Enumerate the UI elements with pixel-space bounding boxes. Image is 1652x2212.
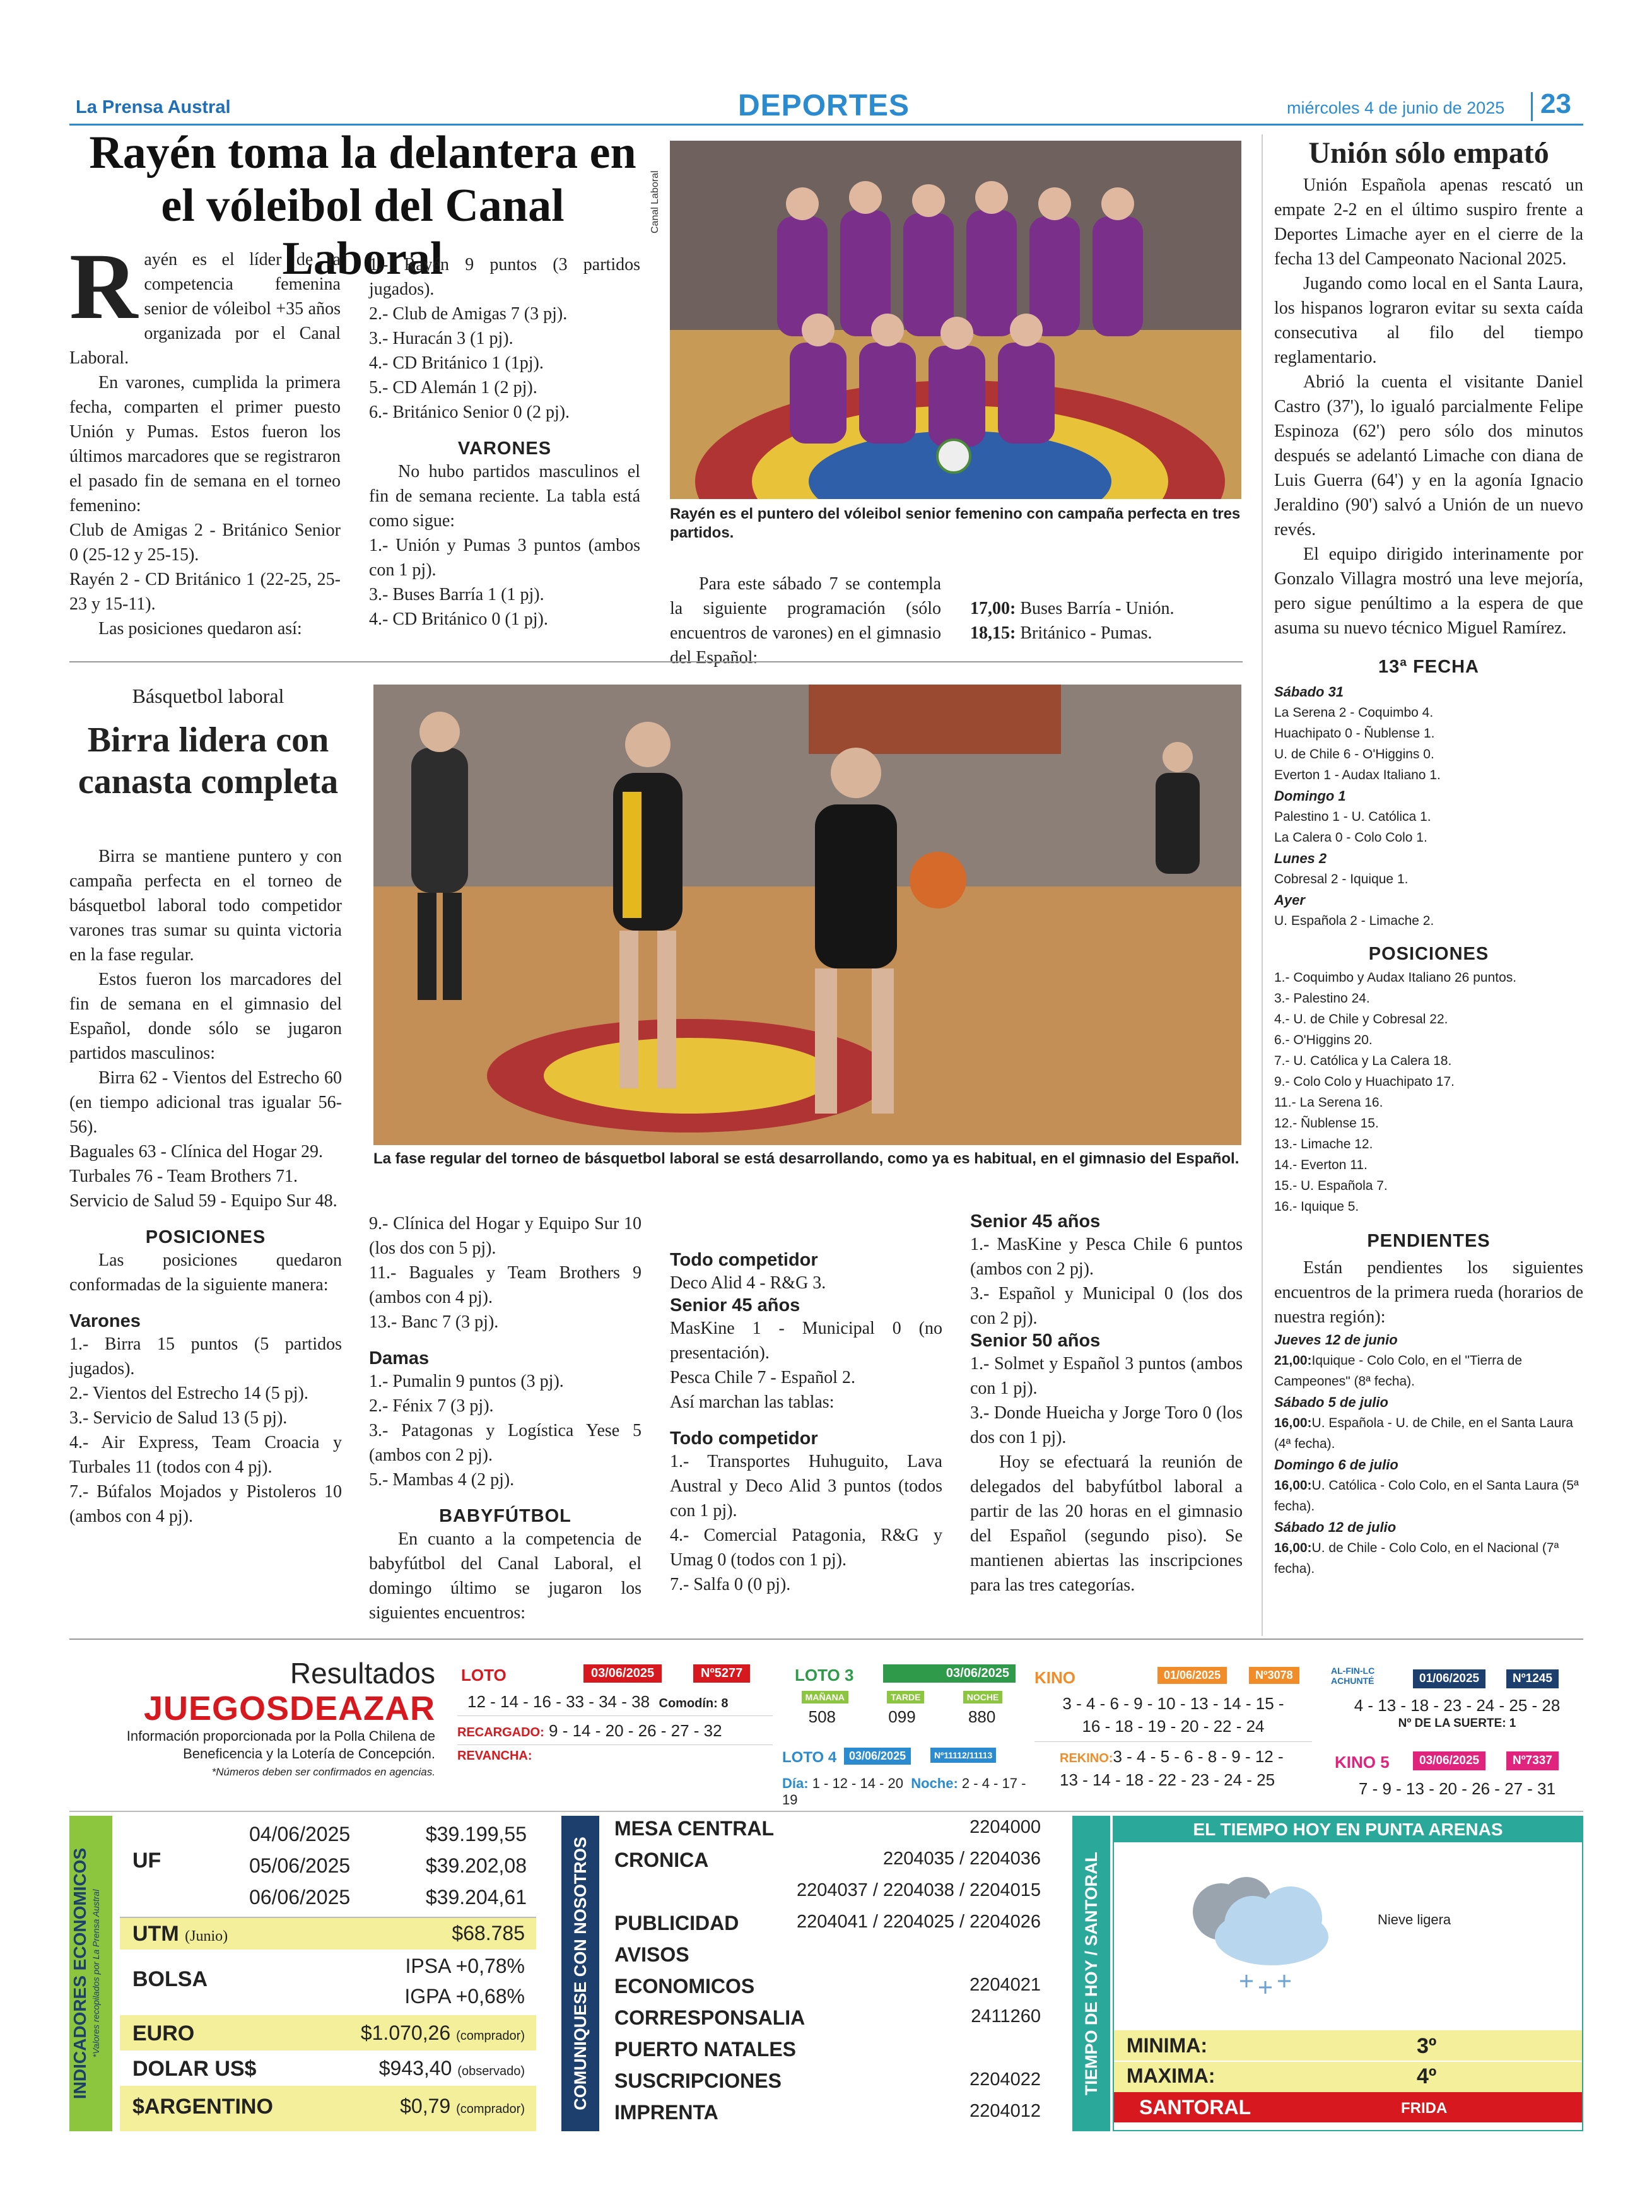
issue-date: miércoles 4 de junio de 2025: [1287, 98, 1505, 117]
tiempo-tab: TIEMPO DE HOY / SANTORAL: [1072, 1816, 1110, 2131]
union-headline: Unión sólo empató: [1308, 136, 1549, 170]
contact-number: 2204041 / 2204025 / 2204026: [796, 1912, 1041, 1932]
azar-rule: [69, 1638, 1583, 1640]
article-divider: [69, 661, 1243, 662]
contact-row: [606, 1844, 1060, 1875]
voley-caption: Rayén es el puntero del vóleibol senior femenino con campaña perfecta en tres partidos.: [670, 505, 1241, 541]
contact-label: AVISOS: [614, 1943, 689, 1966]
uf-date: 05/06/2025: [249, 1854, 351, 1877]
pending-time: 16,00:: [1274, 1416, 1312, 1430]
fecha-result: La Calera 0 - Colo Colo 1.: [1274, 830, 1427, 845]
babyfutbol-heading: BABYFÚTBOL: [439, 1506, 571, 1526]
pending-match: 16,00:U. Católica - Colo Colo, en el Santa Laura (5ª fecha).: [1274, 1478, 1579, 1514]
voley-photo: [670, 141, 1241, 499]
header-divider: [1531, 92, 1533, 121]
standing-row: 15.- U. Española 7.: [1274, 1179, 1388, 1193]
paper-name: La Prensa Austral: [76, 97, 231, 117]
contact-label: MESA CENTRAL: [614, 1817, 775, 1840]
standing-row: 6.- O'Higgins 20.: [1274, 1033, 1373, 1047]
uf-value: $39.202,08: [425, 1854, 527, 1877]
contact-label: PUBLICIDAD: [614, 1912, 739, 1934]
photo-credit: Canal Laboral: [650, 170, 660, 233]
pending-time: 16,00:: [1274, 1478, 1312, 1493]
pending-match: 16,00:U. Española - U. de Chile, en el Santa Laura (4ª fecha).: [1274, 1416, 1573, 1451]
santoral-name: FRIDA: [1401, 2100, 1448, 2117]
uf-date: 04/06/2025: [249, 1823, 351, 1845]
basquet-photo: [373, 685, 1241, 1145]
basquet-headline: Birra lidera con canasta completa: [78, 721, 339, 801]
voley-col4: 17,00: Buses Barría - Unión. 18,15: Británico - Pumas.: [970, 599, 1175, 643]
uf-row: [249, 1881, 527, 1913]
contact-row: [606, 1875, 1060, 1907]
voley-headline: Rayén toma la delantera en el vóleibol del Canal Laboral: [89, 127, 636, 285]
pendientes-list: [1274, 1329, 1583, 1579]
contact-label: IMPRENTA: [614, 2101, 718, 2124]
temp-min: 3º: [1417, 2034, 1437, 2058]
tiempo-panel: EL TIEMPO HOY EN PUNTA ARENAS Nieve ligera MINIMA: 3º MAXIMA: 4º SANTORAL FRIDA: [1113, 1816, 1583, 2131]
voley-col2: 1.- Rayén 9 puntos (3 partidos jugados). 2.- Club de Amigas 7 (3 pj). 3.- Huracán 3 (1 pj). 4.- CD Británico 1 (1pj). 5.- CD Alemán 1 (2 pj). 6.- Británico Senior 0 (2 pj). VARONES No hubo partidos masculinos el fin de semana reciente. La tabla está como sigue: 1.- Unión y Pumas 3 puntos (ambos con 1 pj). 3.- Buses Barría 1 (1 pj). 4.- CD Británico 0 (1 pj).: [369, 255, 640, 629]
contact-row: [606, 1938, 1060, 1970]
standing-row: 13.- Limache 12.: [1274, 1137, 1373, 1151]
fecha-heading: 13ª FECHA: [1378, 657, 1479, 677]
kino-panel: KINO 01/06/2025 Nº3078 3 - 4 - 6 - 9 - 10 - 13 - 14 - 15 - 16 - 18 - 19 - 20 - 22 - 24 REKINO:3 - 4 - 5 - 6 - 8 - 9 - 12 - 13 - 14 - 18 - 22 - 23 - 24 - 25: [1034, 1666, 1312, 1791]
standing-row: 3.- Palestino 24.: [1274, 991, 1370, 1006]
fecha-result: Huachipato 0 - Ñublense 1.: [1274, 726, 1435, 741]
pending-time: 16,00:: [1274, 1541, 1312, 1555]
alfin-panel: AL-FIN-LC ACHUNTÉ 01/06/2025 Nº1245 4 - 13 - 18 - 23 - 24 - 25 - 28 Nº DE LA SUERTE: 1: [1331, 1666, 1561, 1730]
contact-number: 2204012: [970, 2101, 1041, 2121]
fecha-day: Ayer: [1274, 892, 1305, 908]
fecha-result: U. Española 2 - Limache 2.: [1274, 914, 1434, 928]
column-rule: [1262, 134, 1263, 1636]
basquet-col4: Senior 45 años 1.- MasKine y Pesca Chile 6 puntos (ambos con 2 pj). 3.- Español y Municipal 0 (los dos con 2 pj). Senior 50 años 1.- Solmet y Español 3 puntos (ambos con 1 pj). 3.- Donde Hueicha y Jorge Toro 0 (los dos con 1 pj). Hoy se efectuará la reunión de delegados del babyfútbol laboral a partir de las 20 horas en el gimnasio del Español (segundo piso). Se mantienen abiertas las inscripciones para las tres categorías.: [970, 1211, 1243, 1595]
union-standings: [1274, 967, 1583, 1217]
contact-label: ECONOMICOS: [614, 1975, 755, 1997]
contact-number: 2204037 / 2204038 / 2204015: [796, 1880, 1041, 1900]
basquet-caption: La fase regular del torneo de básquetbol laboral se está desarrollando, como ya es habitual, en el gimnasio del Español.: [373, 1150, 1239, 1167]
fecha-day: Lunes 2: [1274, 850, 1327, 866]
contact-label: SUSCRIPCIONES: [614, 2069, 782, 2092]
basquet-col1: Birra se mantiene puntero y con campaña perfecta en el torneo de básquetbol laboral todo competidor varones tras sumar su quinta victoria en la fase regular. Estos fueron los marcadores del fin de semana en el gimnasio del Español, donde sólo se jugaron partidos masculinos: Birra 62 - Vientos del Estrecho 60 (en tiempo adicional tras igualar 56-56). Baguales 63 - Clínica del Hogar 29. Turbales 76 - Team Brothers 71. Servicio de Salud 59 - Equipo Sur 48. POSICIONES Las posiciones quedaron conformadas de la siguiente manera: Varones 1.- Birra 15 puntos (5 partidos jugados). 2.- Vientos del Estrecho 14 (5 pj). 3.- Servicio de Salud 13 (5 pj). 4.- Air Express, Team Croacia y Turbales 11 (todos con 4 pj). 7.- Búfalos Mojados y Pistoleros 10 (ambos con 4 pj).: [69, 847, 342, 1526]
fecha-result: La Serena 2 - Coquimbo 4.: [1274, 705, 1434, 720]
contact-label: CORRESPONSALIA: [614, 2006, 805, 2029]
standing-row: 9.- Colo Colo y Huachipato 17.: [1274, 1074, 1455, 1089]
kino5-panel: KINO 5 03/06/2025 Nº7337 7 - 9 - 13 - 20 - 26 - 27 - 31: [1331, 1751, 1583, 1799]
basquet-kicker: Básquetbol laboral: [132, 685, 284, 707]
basquet-col3: Todo competidor Deco Alid 4 - R&G 3. Senior 45 años MasKine 1 - Municipal 0 (no presentación). Pesca Chile 7 - Español 2. Así marchan las tablas: Todo competidor 1.- Transportes Huhuguito, Lava Austral y Deco Alid 3 puntos (todos con 1 pj). 4.- Comercial Patagonia, R&G y Umag 0 (todos con 1 pj). 7.- Salfa 0 (0 pj).: [670, 1250, 942, 1594]
loto4-panel: LOTO 4 03/06/2025 Nº11112/11113 Día: 1 - 12 - 14 - 20 Noche: 2 - 4 - 17 - 19: [782, 1749, 1026, 1808]
standing-row: 16.- Iquique 5.: [1274, 1199, 1359, 1214]
pending-match: 16,00:U. de Chile - Colo Colo, en el Nacional (7ª fecha).: [1274, 1541, 1559, 1576]
header-rule: [69, 124, 1583, 126]
pending-date: Domingo 6 de julio: [1274, 1457, 1398, 1473]
drop-cap: R: [69, 234, 138, 339]
pendientes-heading: PENDIENTES: [1367, 1231, 1491, 1251]
posiciones-heading: POSICIONES: [1368, 944, 1489, 964]
contacto-table: [606, 1812, 1060, 2134]
fecha-list: [1274, 681, 1583, 931]
standing-row: 4.- U. de Chile y Cobresal 22.: [1274, 1012, 1448, 1027]
contact-row: [606, 2033, 1060, 2064]
basquet-col2: 9.- Clínica del Hogar y Equipo Sur 10 (los dos con 5 pj). 11.- Baguales y Team Brothers 9 (ambos con 4 pj). 13.- Banc 7 (3 pj). Damas 1.- Pumalin 9 puntos (3 pj). 2.- Fénix 7 (3 pj). 3.- Patagonas y Logística Yese 5 (ambos con 2 pj). 5.- Mambas 4 (2 pj). BABYFÚTBOL En cuanto a la competencia de babyfútbol del Canal Laboral, el domingo último se jugaron los siguientes encuentros:: [369, 1214, 641, 1623]
azar-logo: JUEGOSDEAZAR: [143, 1690, 435, 1727]
indicadores-tab: INDICADORES ECONOMICOS *Valores recopilados por La Prensa Austral: [69, 1816, 112, 2131]
fecha-result: Cobresal 2 - Iquique 1.: [1274, 872, 1409, 886]
voley-col3: Para este sábado 7 se contempla la siguiente programación (sólo encuentros de varones) en el gimnasio del Español:: [670, 574, 941, 668]
uf-value: $39.199,55: [425, 1823, 527, 1845]
indicadores-table: UF 04/06/2025 $39.199,55 05/06/2025 $39.202,08 06/06/2025 $39.204,61 UTM (Junio) $68.785 BOLSA IPSA +0,78% IGPA +0,68% EURO $1.070,26 (comprador) DOLAR US$ $943,40 (observado) $ARGENTINO $0,79 (comprador): [120, 1816, 536, 2131]
uf-row: [249, 1850, 527, 1881]
tiempo-title: EL TIEMPO HOY EN PUNTA ARENAS: [1114, 1817, 1582, 1842]
snow-cloud-icon: [1177, 1868, 1341, 2000]
temp-max: 4º: [1417, 2064, 1437, 2088]
varones-heading: VARONES: [457, 438, 552, 459]
uf-row: [249, 1818, 527, 1850]
azar-branding: Resultados JUEGOSDEAZAR Información proporcionada por la Polla Chilena de Beneficencia y la Lotería de Concepción. *Números deben ser confirmados en agencias.: [69, 1657, 435, 1782]
page-number: 23: [1540, 88, 1571, 119]
uf-value: $39.204,61: [425, 1886, 527, 1909]
section-title: DEPORTES: [738, 89, 910, 122]
fecha-day: Domingo 1: [1274, 788, 1346, 804]
contact-number: 2411260: [971, 2006, 1041, 2027]
standing-row: 12.- Ñublense 15.: [1274, 1116, 1379, 1131]
contact-row: [606, 1812, 1060, 1844]
voley-col1: R ayén es el líder de la competencia femenina senior de vóleibol +35 años organizada por el Canal Laboral. En varones, cumplida la primera fecha, comparten el primer puesto Unión y Pumas. Estos fueron los últimos marcadores que se registraron el pasado fin de semana en el torneo femenino: Club de Amigas 2 - Británico Senior 0 (25-12 y 25-15). Rayén 2 - CD Británico 1 (22-25, 25-23 y 15-11). Las posiciones quedaron así:: [69, 234, 341, 638]
pending-time: 21,00:: [1274, 1353, 1312, 1368]
contact-row: [606, 2064, 1060, 2096]
contact-number: 2204022: [970, 2069, 1041, 2090]
fecha-day: Sábado 31: [1274, 684, 1344, 700]
contacto-tab: COMUNIQUESE CON NOSOTROS: [561, 1816, 599, 2131]
pending-date: Sábado 5 de julio: [1274, 1394, 1388, 1410]
loto-panel: LOTO 03/06/2025 Nº5277 12 - 14 - 16 - 33 - 34 - 38 Comodín: 8 RECARGADO: 9 - 14 - 20 - 26 - 27 - 32 REVANCHA:: [457, 1663, 773, 1763]
pending-date: Sábado 12 de julio: [1274, 1519, 1397, 1535]
loto3-panel: LOTO 3 03/06/2025 MAÑANA TARDE NOCHE 508 099 880: [782, 1663, 1022, 1727]
basquet-pos-heading: POSICIONES: [145, 1227, 266, 1247]
contact-row: [606, 1907, 1060, 1938]
contact-label: CRONICA: [614, 1849, 709, 1871]
contact-row: [606, 1970, 1060, 2001]
standing-row: 14.- Everton 11.: [1274, 1158, 1368, 1172]
contact-row: [606, 2001, 1060, 2033]
weather-condition: Nieve ligera: [1378, 1912, 1451, 1927]
contact-number: 2204021: [970, 1975, 1041, 1995]
uf-date: 06/06/2025: [249, 1886, 351, 1909]
pending-date: Jueves 12 de junio: [1274, 1332, 1398, 1348]
standing-row: 1.- Coquimbo y Audax Italiano 26 puntos.: [1274, 970, 1517, 985]
contact-row: [606, 2096, 1060, 2127]
standing-row: 11.- La Serena 16.: [1274, 1095, 1383, 1110]
fecha-result: Everton 1 - Audax Italiano 1.: [1274, 768, 1441, 782]
contact-number: 2204035 / 2204036: [883, 1849, 1041, 1869]
pending-match: 21,00:Iquique - Colo Colo, en el "Tierra de Campeones" (8ª fecha).: [1274, 1353, 1523, 1389]
fecha-result: U. de Chile 6 - O'Higgins 0.: [1274, 747, 1434, 762]
contact-number: 2204000: [970, 1817, 1041, 1837]
contact-label: PUERTO NATALES: [614, 2038, 797, 2061]
fecha-result: Palestino 1 - U. Católica 1.: [1274, 809, 1431, 824]
standing-row: 7.- U. Católica y La Calera 18.: [1274, 1054, 1452, 1068]
